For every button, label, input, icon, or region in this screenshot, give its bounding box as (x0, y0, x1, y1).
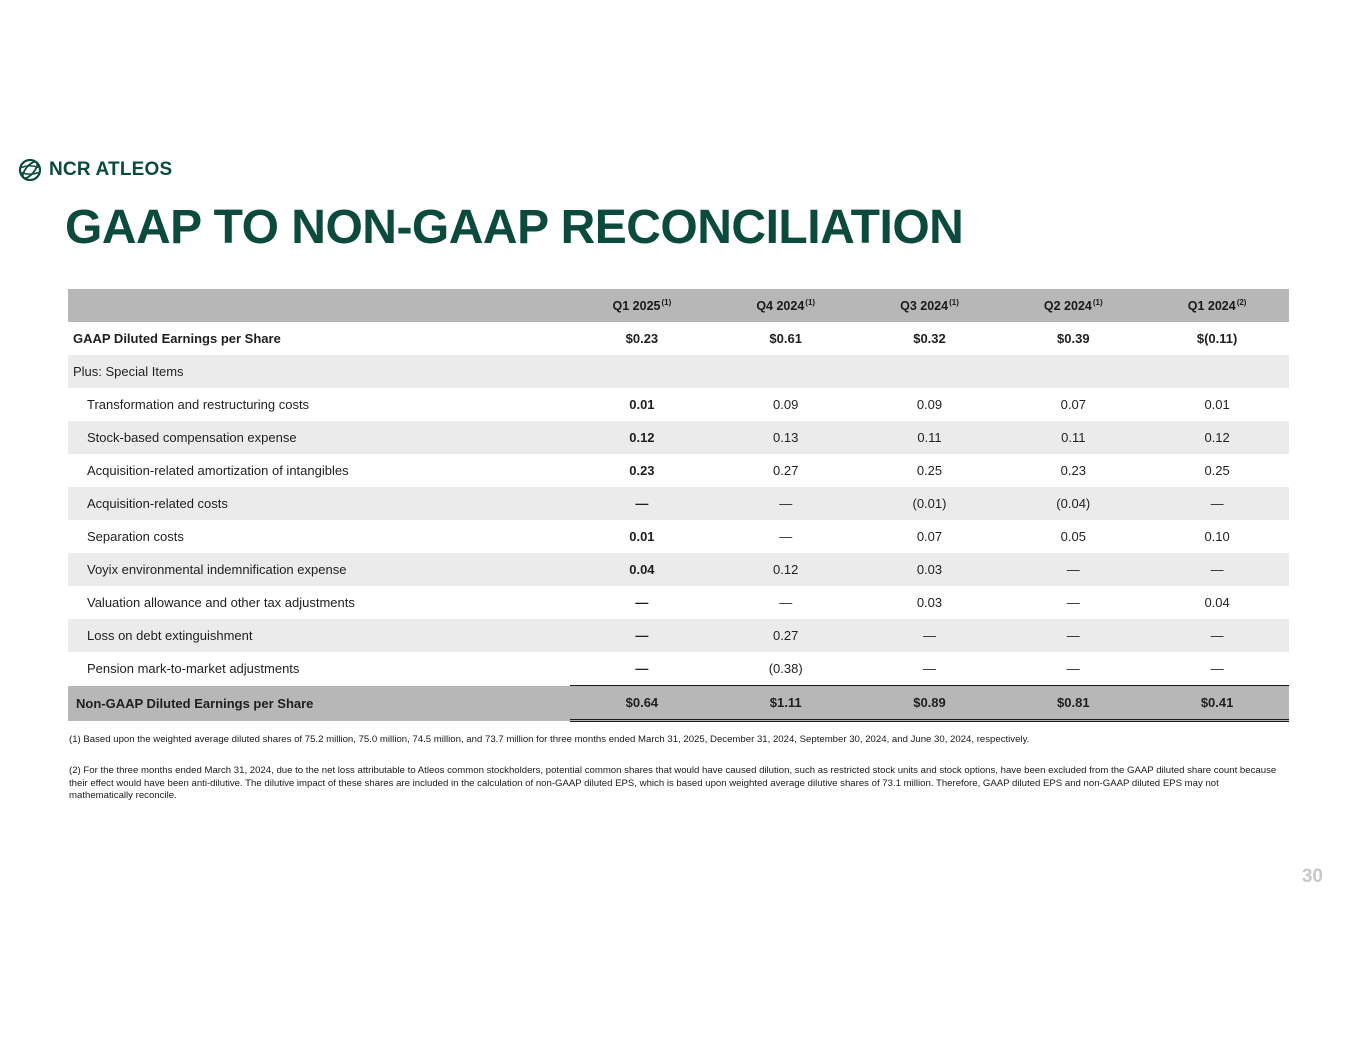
reconciliation-table (68, 289, 1289, 722)
value-cell: 0.25 (916, 463, 943, 478)
table-row (68, 652, 1289, 686)
value-cell: 0.10 (1204, 529, 1230, 544)
value-cell: — (922, 661, 936, 676)
value-cell: $0.23 (625, 331, 659, 346)
value-cell: — (779, 595, 793, 610)
row-label: Transformation and restructuring costs (87, 397, 310, 412)
value-cell: 0.23 (1060, 463, 1086, 478)
value-cell: 0.04 (1204, 595, 1230, 610)
value-cell: $0.39 (1057, 331, 1090, 346)
value-cell: 0.03 (916, 595, 943, 610)
footnote-1: (1) Based upon the weighted average diluted shares of 75.2 million, 75.0 million, 74.5 million, and 73.7 million for three months ended March 31, 2025, December 31, 2024, September 30, 2024, and June 30, 2024, respectively. (69, 734, 1030, 745)
value-cell: $0.64 (570, 686, 714, 721)
value-cell: — (714, 487, 858, 520)
section-row (68, 355, 1289, 388)
value-cell: — (1145, 619, 1289, 652)
row-label: Non-GAAP Diluted Earnings per Share (68, 686, 570, 721)
value-cell: — (1066, 595, 1080, 610)
row-label: GAAP Diluted Earnings per Share (73, 331, 281, 346)
row-label: Voyix environmental indemnification expense (68, 553, 570, 586)
value-cell: — (1001, 619, 1145, 652)
value-cell: — (1210, 661, 1224, 676)
header-row (68, 289, 1289, 322)
value-cell: — (1145, 553, 1289, 586)
column-header: Q3 2024$^{(1)}$ (858, 289, 1002, 322)
value-cell: 0.01 (1204, 397, 1230, 412)
brand-logo (18, 158, 172, 182)
value-cell: — (1145, 487, 1289, 520)
value-cell: 0.04 (570, 553, 714, 586)
row-label: Loss on debt extinguishment (68, 619, 570, 652)
page-number: 30 (1301, 866, 1323, 887)
value-cell: $0.89 (858, 686, 1002, 721)
value-cell: 0.03 (858, 553, 1002, 586)
table-row (68, 388, 1289, 421)
table-row (68, 586, 1289, 619)
value-cell: 0.25 (1204, 463, 1230, 478)
value-cell: 0.12 (714, 553, 858, 586)
value-cell: 0.23 (629, 463, 655, 478)
value-cell: 0.27 (773, 463, 799, 478)
column-header: Q2 2024$^{(1)}$ (1001, 289, 1145, 322)
value-cell: $(0.11) (1196, 331, 1238, 346)
row-label: Valuation allowance and other tax adjustments (87, 595, 355, 610)
value-cell: — (635, 595, 649, 610)
value-cell: 0.12 (1145, 421, 1289, 454)
value-cell: (0.38) (768, 661, 803, 676)
section-label: Plus: Special Items (68, 355, 570, 388)
value-cell: 0.07 (916, 529, 943, 544)
value-cell: 0.11 (858, 421, 1002, 454)
value-cell: $0.61 (769, 331, 802, 346)
logo-text: NCR ATLEOS (49, 159, 173, 180)
row-label: Pension mark-to-market adjustments (87, 661, 300, 677)
value-cell: $0.41 (1145, 686, 1289, 721)
table-row (68, 553, 1289, 586)
column-header: Q1 2025$^{(1)}$ (570, 289, 714, 322)
value-cell: 0.11 (1001, 421, 1145, 454)
column-header: Q4 2024$^{(1)}$ (714, 289, 858, 322)
value-cell: 0.09 (773, 397, 799, 412)
value-cell: — (1001, 553, 1145, 586)
row-label: Stock-based compensation expense (68, 421, 570, 454)
value-cell: $0.81 (1001, 686, 1145, 721)
value-cell: — (779, 529, 793, 544)
globe-icon (18, 158, 42, 182)
value-cell: 0.01 (629, 397, 655, 412)
row-label: Acquisition-related amortization of intangibles (87, 463, 349, 478)
value-cell: $0.32 (913, 331, 946, 346)
page-title: GAAP TO NON-GAAP RECONCILIATION (65, 201, 964, 254)
row-label: Acquisition-related costs (68, 487, 570, 520)
table-row (68, 421, 1289, 454)
value-cell: 0.27 (714, 619, 858, 652)
value-cell: — (635, 661, 649, 676)
value-cell: — (1066, 661, 1080, 676)
value-cell: (0.04) (1001, 487, 1145, 520)
table-row (68, 520, 1289, 553)
header-empty-cell (68, 289, 570, 322)
gaap-eps-row (68, 322, 1289, 355)
value-cell: (0.01) (858, 487, 1002, 520)
value-cell: — (858, 619, 1002, 652)
value-cell: 0.09 (916, 397, 943, 412)
table-row (68, 487, 1289, 520)
value-cell: 0.05 (1060, 529, 1086, 544)
value-cell: — (570, 619, 714, 652)
table-row (68, 619, 1289, 652)
value-cell: — (570, 487, 714, 520)
table-row (68, 454, 1289, 487)
footnote-2: (2) For the three months ended March 31, 2024, due to the net loss attributable to Atleos common stockholders, potential common shares that would have caused dilution, such as restricted stock units and stock options, have been excluded from the GAAP diluted share count because their effect would have been anti-dilutive. The dilutive impact of these shares are included in the calculation of non-GAAP diluted EPS, which is based upon weighted average dilutive shares of 73.1 million. Therefore, GAAP diluted EPS and non-GAAP diluted EPS may not mathematically reconcile. (69, 765, 1277, 801)
row-label: Separation costs (87, 529, 184, 544)
non-gaap-eps-row (68, 686, 1289, 721)
column-header: Q1 2024$^{(2)}$ (1145, 289, 1289, 322)
value-cell: 0.01 (629, 529, 655, 544)
value-cell: 0.07 (1060, 397, 1086, 412)
value-cell: 0.12 (570, 421, 714, 454)
value-cell: 0.13 (714, 421, 858, 454)
value-cell: $1.11 (714, 686, 858, 721)
